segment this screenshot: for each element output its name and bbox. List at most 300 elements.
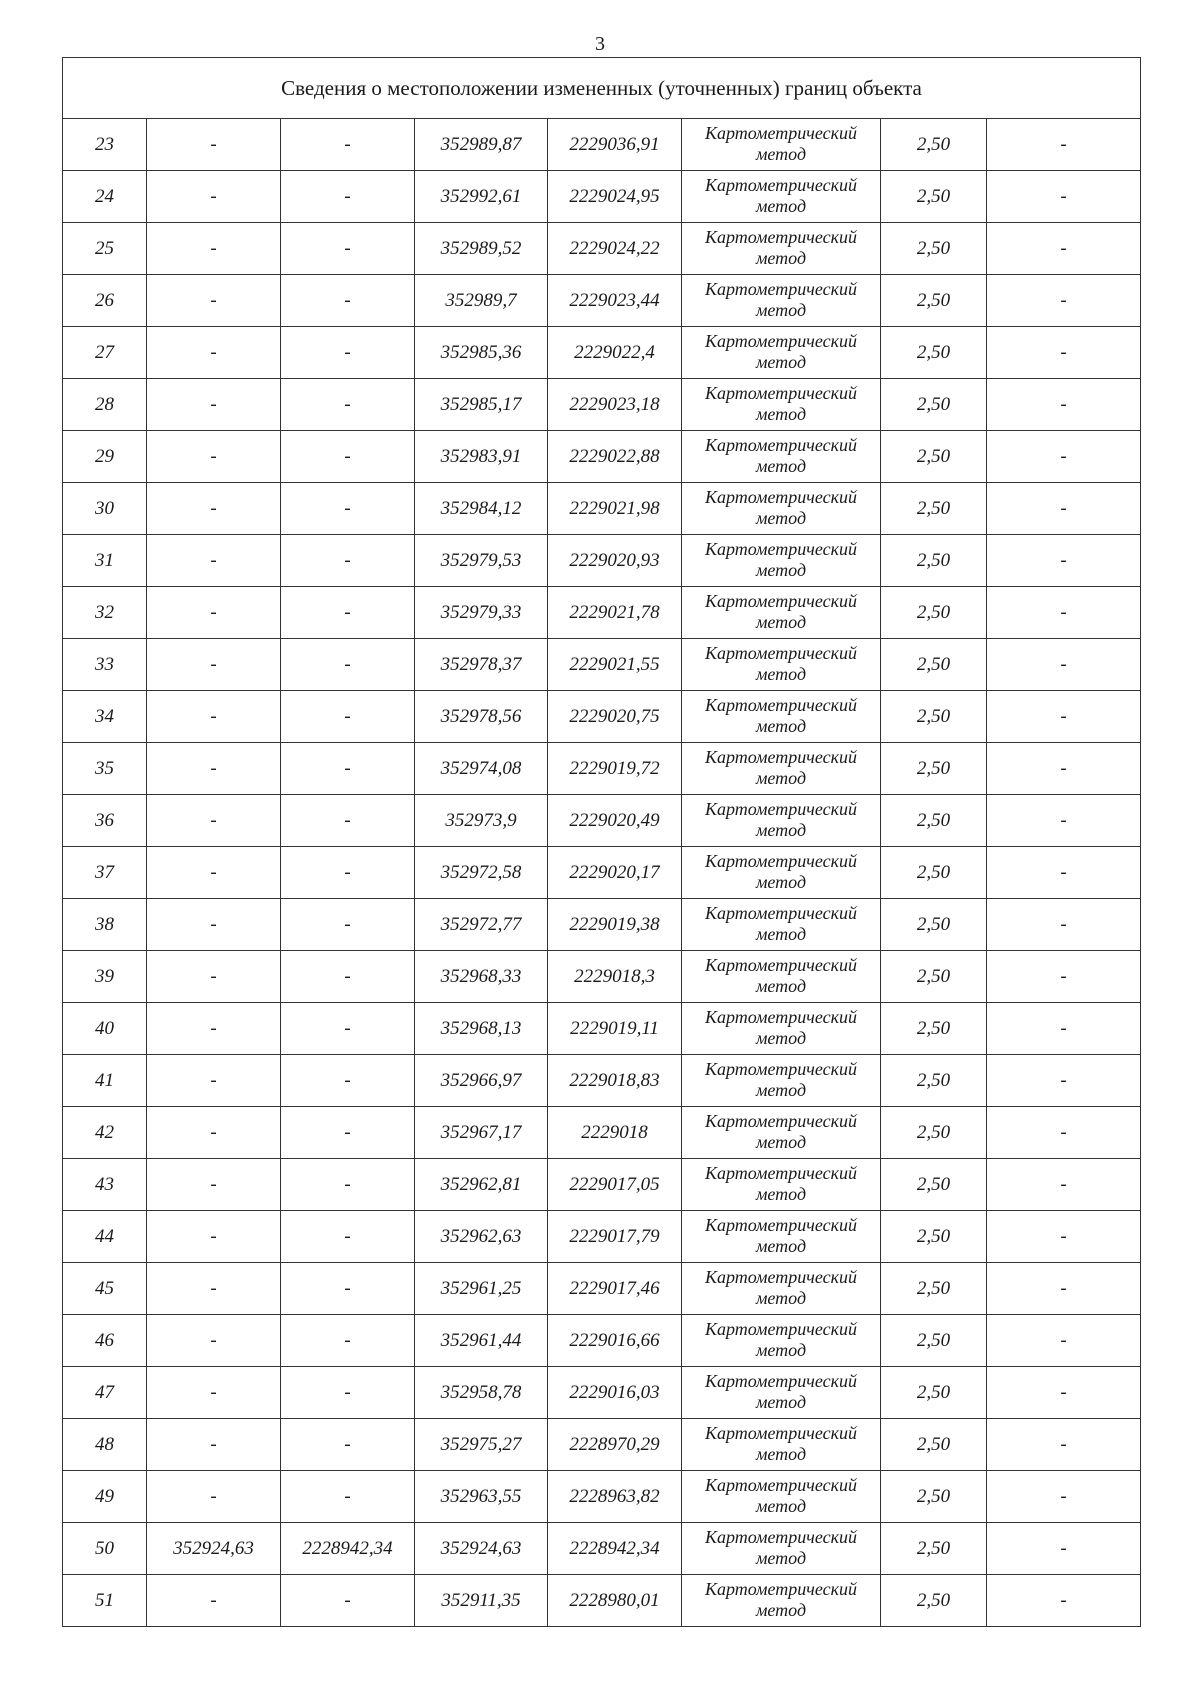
new-x-cell: 352989,87 [415,119,548,171]
existing-y-cell: - [281,847,415,899]
point-number-cell: 31 [63,535,147,587]
point-number-cell: 41 [63,1055,147,1107]
existing-y-cell: - [281,587,415,639]
method-cell [682,171,881,223]
method-cell [682,535,881,587]
table-row [63,1315,1141,1367]
point-number-cell: 49 [63,1471,147,1523]
new-y-cell: 2229018,83 [548,1055,682,1107]
accuracy-cell: 2,50 [881,1263,987,1315]
existing-y-cell: - [281,795,415,847]
note-cell: - [987,1575,1141,1627]
existing-y-cell: - [281,1211,415,1263]
method-line-1: Картометрический [704,1318,857,1339]
existing-x-cell: - [147,223,281,275]
method-line-2: метод [755,1287,807,1308]
accuracy-cell: 2,50 [881,119,987,171]
note-cell: - [987,1523,1141,1575]
method-line-2: метод [755,143,807,164]
table-row [63,639,1141,691]
table-row [63,1211,1141,1263]
new-y-cell: 2229021,55 [548,639,682,691]
new-x-cell: 352962,63 [415,1211,548,1263]
method-line-1: Картометрический [704,1162,857,1183]
method-line-1: Картометрический [704,1422,857,1443]
existing-x-cell: - [147,1003,281,1055]
method-cell [682,743,881,795]
note-cell: - [987,951,1141,1003]
accuracy-cell: 2,50 [881,171,987,223]
note-cell: - [987,587,1141,639]
new-y-cell: 2229016,03 [548,1367,682,1419]
method-line-1: Картометрический [704,902,857,923]
new-x-cell: 352979,53 [415,535,548,587]
note-cell: - [987,223,1141,275]
accuracy-cell: 2,50 [881,1367,987,1419]
existing-y-cell: - [281,431,415,483]
new-x-cell: 352911,35 [415,1575,548,1627]
boundary-coordinates-table [62,57,1141,1627]
method-line-2: метод [755,975,807,996]
new-y-cell: 2229022,88 [548,431,682,483]
accuracy-cell: 2,50 [881,1107,987,1159]
method-line-2: метод [755,1079,807,1100]
new-x-cell: 352985,17 [415,379,548,431]
existing-x-cell: - [147,1471,281,1523]
note-cell: - [987,483,1141,535]
existing-x-cell: - [147,1159,281,1211]
note-cell: - [987,795,1141,847]
new-x-cell: 352974,08 [415,743,548,795]
method-line-2: метод [755,1183,807,1204]
point-number-cell: 34 [63,691,147,743]
method-line-2: метод [755,1027,807,1048]
accuracy-cell: 2,50 [881,379,987,431]
method-cell [682,1315,881,1367]
point-number-cell: 42 [63,1107,147,1159]
new-y-cell: 2228980,01 [548,1575,682,1627]
method-line-1: Картометрический [704,1578,857,1599]
point-number-cell: 26 [63,275,147,327]
table-row [63,171,1141,223]
point-number-cell: 44 [63,1211,147,1263]
method-line-2: метод [755,663,807,684]
new-x-cell: 352968,33 [415,951,548,1003]
method-cell [682,951,881,1003]
table-row [63,1471,1141,1523]
method-cell [682,847,881,899]
point-number-cell: 29 [63,431,147,483]
method-cell [682,1419,881,1471]
existing-y-cell: - [281,951,415,1003]
method-line-1: Картометрический [704,538,857,559]
new-x-cell: 352989,7 [415,275,548,327]
method-cell [682,1471,881,1523]
method-cell [682,795,881,847]
table-row [63,587,1141,639]
new-y-cell: 2228963,82 [548,1471,682,1523]
method-line-1: Картометрический [704,226,857,247]
new-x-cell: 352979,33 [415,587,548,639]
method-line-2: метод [755,767,807,788]
table-row [63,1107,1141,1159]
method-line-2: метод [755,247,807,268]
table-row [63,1159,1141,1211]
existing-x-cell: - [147,1055,281,1107]
new-x-cell: 352985,36 [415,327,548,379]
point-number-cell: 27 [63,327,147,379]
accuracy-cell: 2,50 [881,483,987,535]
note-cell: - [987,1263,1141,1315]
note-cell: - [987,691,1141,743]
new-x-cell: 352972,58 [415,847,548,899]
table-row [63,431,1141,483]
method-cell [682,1003,881,1055]
point-number-cell: 45 [63,1263,147,1315]
existing-x-cell: 352924,63 [147,1523,281,1575]
method-line-2: метод [755,351,807,372]
method-line-2: метод [755,1391,807,1412]
point-number-cell: 23 [63,119,147,171]
point-number-cell: 48 [63,1419,147,1471]
existing-y-cell: - [281,1159,415,1211]
note-cell: - [987,379,1141,431]
method-line-1: Картометрический [704,434,857,455]
new-x-cell: 352968,13 [415,1003,548,1055]
existing-y-cell: - [281,1315,415,1367]
new-y-cell: 2229019,38 [548,899,682,951]
existing-x-cell: - [147,743,281,795]
accuracy-cell: 2,50 [881,847,987,899]
existing-x-cell: - [147,1211,281,1263]
method-line-2: метод [755,507,807,528]
point-number-cell: 47 [63,1367,147,1419]
table-row [63,1575,1141,1627]
method-line-1: Картометрический [704,1266,857,1287]
method-line-2: метод [755,1443,807,1464]
new-y-cell: 2229017,46 [548,1263,682,1315]
existing-x-cell: - [147,535,281,587]
new-y-cell: 2229023,44 [548,275,682,327]
table-row [63,275,1141,327]
point-number-cell: 36 [63,795,147,847]
accuracy-cell: 2,50 [881,1003,987,1055]
method-cell [682,379,881,431]
accuracy-cell: 2,50 [881,639,987,691]
new-y-cell: 2229024,22 [548,223,682,275]
table-row [63,795,1141,847]
method-line-2: метод [755,1235,807,1256]
method-line-1: Картометрический [704,1474,857,1495]
point-number-cell: 28 [63,379,147,431]
accuracy-cell: 2,50 [881,431,987,483]
accuracy-cell: 2,50 [881,223,987,275]
method-cell [682,1263,881,1315]
method-line-1: Картометрический [704,122,857,143]
new-x-cell: 352961,44 [415,1315,548,1367]
new-y-cell: 2229023,18 [548,379,682,431]
existing-x-cell: - [147,951,281,1003]
method-line-2: метод [755,1547,807,1568]
table-row [63,899,1141,951]
existing-y-cell: - [281,1575,415,1627]
new-x-cell: 352924,63 [415,1523,548,1575]
table-row [63,223,1141,275]
method-line-1: Картометрический [704,382,857,403]
new-x-cell: 352962,81 [415,1159,548,1211]
point-number-cell: 25 [63,223,147,275]
table-row [63,951,1141,1003]
method-line-1: Картометрический [704,330,857,351]
method-line-2: метод [755,819,807,840]
existing-x-cell: - [147,119,281,171]
table-row [63,483,1141,535]
method-line-1: Картометрический [704,174,857,195]
new-x-cell: 352983,91 [415,431,548,483]
note-cell: - [987,1211,1141,1263]
existing-x-cell: - [147,639,281,691]
method-line-1: Картометрический [704,1006,857,1027]
note-cell: - [987,171,1141,223]
new-y-cell: 2229018 [548,1107,682,1159]
note-cell: - [987,275,1141,327]
new-x-cell: 352958,78 [415,1367,548,1419]
note-cell: - [987,639,1141,691]
new-y-cell: 2229016,66 [548,1315,682,1367]
note-cell: - [987,899,1141,951]
method-line-1: Картометрический [704,486,857,507]
existing-x-cell: - [147,1575,281,1627]
table-title-row [63,58,1141,119]
accuracy-cell: 2,50 [881,1419,987,1471]
new-y-cell: 2229019,72 [548,743,682,795]
point-number-cell: 51 [63,1575,147,1627]
method-cell [682,587,881,639]
point-number-cell: 38 [63,899,147,951]
existing-y-cell: - [281,1107,415,1159]
method-line-1: Картометрический [704,642,857,663]
point-number-cell: 46 [63,1315,147,1367]
existing-y-cell: - [281,483,415,535]
method-line-2: метод [755,923,807,944]
method-line-2: метод [755,871,807,892]
accuracy-cell: 2,50 [881,535,987,587]
existing-x-cell: - [147,691,281,743]
existing-x-cell: - [147,275,281,327]
existing-y-cell: 2228942,34 [281,1523,415,1575]
point-number-cell: 30 [63,483,147,535]
method-cell [682,1575,881,1627]
existing-x-cell: - [147,1107,281,1159]
method-line-2: метод [755,559,807,580]
method-line-2: метод [755,1599,807,1620]
method-cell [682,1211,881,1263]
existing-x-cell: - [147,1263,281,1315]
accuracy-cell: 2,50 [881,899,987,951]
accuracy-cell: 2,50 [881,275,987,327]
table-row [63,379,1141,431]
point-number-cell: 35 [63,743,147,795]
method-line-2: метод [755,195,807,216]
note-cell: - [987,1107,1141,1159]
method-line-1: Картометрический [704,1214,857,1235]
note-cell: - [987,1367,1141,1419]
new-y-cell: 2229020,93 [548,535,682,587]
method-cell [682,639,881,691]
method-line-2: метод [755,715,807,736]
existing-x-cell: - [147,379,281,431]
existing-y-cell: - [281,743,415,795]
table-row [63,1367,1141,1419]
note-cell: - [987,1055,1141,1107]
new-y-cell: 2229018,3 [548,951,682,1003]
new-x-cell: 352978,56 [415,691,548,743]
method-line-1: Картометрический [704,798,857,819]
new-y-cell: 2228942,34 [548,1523,682,1575]
existing-y-cell: - [281,327,415,379]
existing-x-cell: - [147,1367,281,1419]
new-x-cell: 352978,37 [415,639,548,691]
method-cell [682,1367,881,1419]
note-cell: - [987,1471,1141,1523]
accuracy-cell: 2,50 [881,743,987,795]
table-title: Сведения о местоположении измененных (уточненных) границ объекта [63,58,1141,119]
new-x-cell: 352992,61 [415,171,548,223]
method-line-1: Картометрический [704,954,857,975]
existing-x-cell: - [147,327,281,379]
existing-x-cell: - [147,795,281,847]
method-line-1: Картометрический [704,590,857,611]
table-row [63,119,1141,171]
existing-x-cell: - [147,171,281,223]
point-number-cell: 50 [63,1523,147,1575]
point-number-cell: 33 [63,639,147,691]
table-row [63,327,1141,379]
accuracy-cell: 2,50 [881,1575,987,1627]
new-x-cell: 352961,25 [415,1263,548,1315]
table-row [63,1419,1141,1471]
method-cell [682,1107,881,1159]
method-line-1: Картометрический [704,1110,857,1131]
method-line-1: Картометрический [704,1370,857,1391]
note-cell: - [987,847,1141,899]
existing-x-cell: - [147,483,281,535]
existing-y-cell: - [281,1003,415,1055]
page-number: 3 [595,33,605,55]
method-line-2: метод [755,1339,807,1360]
new-x-cell: 352963,55 [415,1471,548,1523]
existing-y-cell: - [281,1055,415,1107]
new-y-cell: 2229036,91 [548,119,682,171]
accuracy-cell: 2,50 [881,1523,987,1575]
point-number-cell: 24 [63,171,147,223]
method-cell [682,1159,881,1211]
existing-y-cell: - [281,1263,415,1315]
table-row [63,743,1141,795]
note-cell: - [987,1003,1141,1055]
new-y-cell: 2229021,78 [548,587,682,639]
note-cell: - [987,1315,1141,1367]
new-y-cell: 2229017,79 [548,1211,682,1263]
note-cell: - [987,327,1141,379]
table-body [63,58,1141,1627]
existing-y-cell: - [281,223,415,275]
existing-y-cell: - [281,1419,415,1471]
method-cell [682,223,881,275]
existing-y-cell: - [281,1367,415,1419]
note-cell: - [987,119,1141,171]
method-cell [682,691,881,743]
method-cell [682,119,881,171]
method-line-2: метод [755,1495,807,1516]
table-row [63,691,1141,743]
method-cell [682,899,881,951]
existing-y-cell: - [281,535,415,587]
method-line-1: Картометрический [704,746,857,767]
new-y-cell: 2229020,75 [548,691,682,743]
table-row [63,535,1141,587]
note-cell: - [987,431,1141,483]
table-row [63,847,1141,899]
accuracy-cell: 2,50 [881,1055,987,1107]
new-y-cell: 2229020,49 [548,795,682,847]
existing-x-cell: - [147,899,281,951]
point-number-cell: 37 [63,847,147,899]
new-y-cell: 2229024,95 [548,171,682,223]
note-cell: - [987,535,1141,587]
existing-y-cell: - [281,899,415,951]
point-number-cell: 43 [63,1159,147,1211]
method-cell [682,275,881,327]
method-line-2: метод [755,455,807,476]
note-cell: - [987,743,1141,795]
existing-x-cell: - [147,587,281,639]
existing-y-cell: - [281,171,415,223]
accuracy-cell: 2,50 [881,795,987,847]
new-x-cell: 352973,9 [415,795,548,847]
accuracy-cell: 2,50 [881,1471,987,1523]
method-cell [682,327,881,379]
new-y-cell: 2229019,11 [548,1003,682,1055]
point-number-cell: 32 [63,587,147,639]
existing-y-cell: - [281,119,415,171]
accuracy-cell: 2,50 [881,1211,987,1263]
method-line-1: Картометрический [704,694,857,715]
existing-x-cell: - [147,431,281,483]
method-cell [682,483,881,535]
table-row [63,1263,1141,1315]
note-cell: - [987,1419,1141,1471]
accuracy-cell: 2,50 [881,1159,987,1211]
new-x-cell: 352989,52 [415,223,548,275]
new-y-cell: 2229021,98 [548,483,682,535]
point-number-cell: 40 [63,1003,147,1055]
note-cell: - [987,1159,1141,1211]
existing-y-cell: - [281,639,415,691]
method-cell [682,431,881,483]
table-row [63,1523,1141,1575]
existing-x-cell: - [147,1315,281,1367]
method-line-2: метод [755,299,807,320]
accuracy-cell: 2,50 [881,587,987,639]
new-y-cell: 2229017,05 [548,1159,682,1211]
new-y-cell: 2229022,4 [548,327,682,379]
existing-y-cell: - [281,1471,415,1523]
existing-x-cell: - [147,847,281,899]
method-line-1: Картометрический [704,850,857,871]
method-line-2: метод [755,1131,807,1152]
method-line-1: Картометрический [704,278,857,299]
